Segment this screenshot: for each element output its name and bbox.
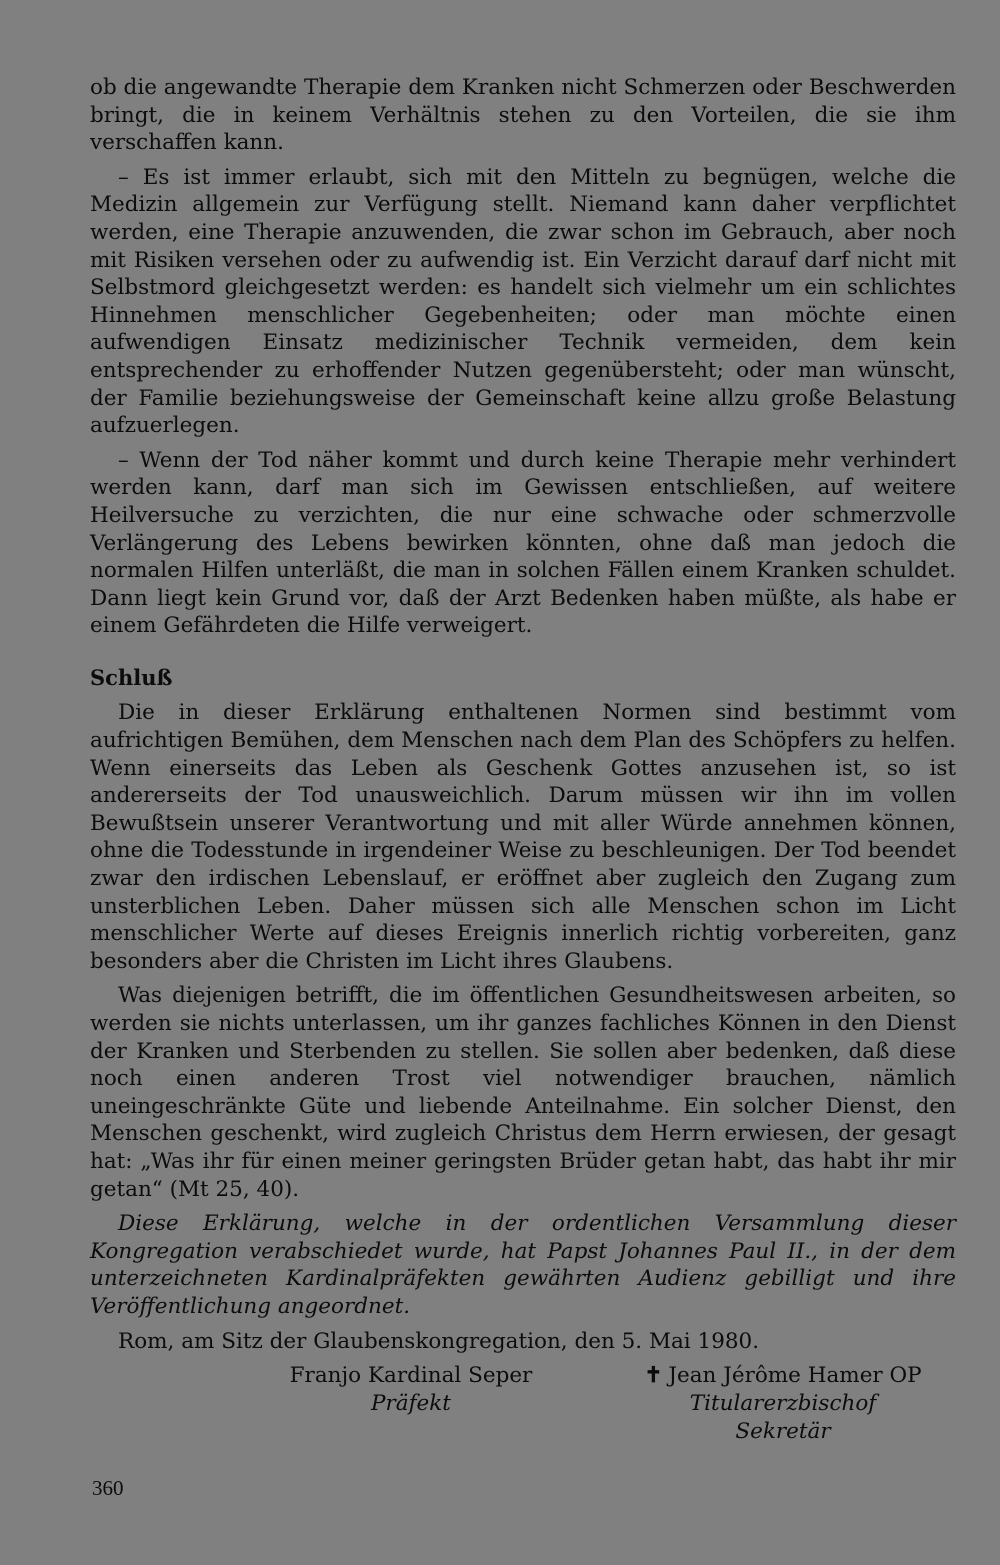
signatory-title-right-2: Sekretär [735, 1419, 831, 1445]
signature-left [276, 1362, 546, 1418]
paragraph-2: – Es ist immer erlaubt, sich mit den Mitteln zu begnügen, welche die Medizin allgemein zur Verfügung stellt. Niemand kann daher verpflichtet werden, eine Therapie anzuwenden, die zwar schon im Gebrauch, aber noch mit Risiken versehen oder zu aufwendig ist. Ein Verzicht darauf darf nicht mit Selbstmord gleichgesetzt werden: es handelt sich vielmehr um ein schlichtes Hinnehmen menschlicher Gegebenheiten; oder man möchte einen aufwendigen Einsatz medizinischer Technik vermeiden, dem kein entsprechender zu erhoffender Nutzen gegenübersteht; oder man wünscht, der Familie beziehungsweise der Gemeinschaft keine allzu große Belastung aufzuerlegen. [90, 164, 956, 439]
signatory-name-right-line [610, 1362, 956, 1390]
paragraph-3: – Wenn der Tod näher kommt und durch keine Therapie mehr verhindert werden kann, darf man sich im Gewissen entschließen, auf weitere Heilversuche zu verzichten, die nur eine schwache oder schmerzvolle Verlängerung des Lebens bewirken könnten, ohne daß man jedoch die normalen Hilfen unterläßt, die man in solchen Fällen einem Kranken schuldet. Dann liegt kein Grund vor, daß der Arzt Bedenken haben müßte, als habe er einem Gefährdeten die Hilfe verweigert. [90, 447, 956, 639]
signature-block [90, 1362, 956, 1446]
signatory-title-left: Präfekt [371, 1391, 451, 1417]
place-date: Rom, am Sitz der Glaubenskongregation, den 5. Mai 1980. [118, 1328, 760, 1354]
page-number: 360 [92, 1476, 124, 1500]
approval-paragraph: Diese Erklärung, welche in der ordentlichen Versammlung dieser Kongregation verabschiedet wurde, hat Papst Johannes Paul II., in der dem unterzeichneten Kardinalpräfekten gewährten Audienz gebilligt und ihre Veröffentlichung angeordnet. [90, 1211, 956, 1319]
paragraph-1: ob die angewandte Therapie dem Kranken nicht Schmerzen oder Beschwerden bringt, die in keinem Verhältnis stehen zu den Vorteilen, die sie ihm verschaffen kann. [90, 75, 956, 156]
signatory-name-right: Jean Jérôme Hamer OP [668, 1363, 922, 1389]
conclusion-paragraph-2: Was diejenigen betrifft, die im öffentlichen Gesundheitswesen arbeiten, so werden sie nichts unterlassen, um ihr ganzes fachliches Können in den Dienst der Kranken und Sterbenden zu stellen. Sie sollen aber bedenken, daß diese noch einen anderen Trost viel notwendiger brauchen, nämlich uneingeschränkte Güte und liebende Anteilnahme. Ein solcher Dienst, den Menschen geschenkt, wird zugleich Christus dem Herrn erwiesen, der gesagt hat: „Was ihr für einen meiner geringsten Brüder getan habt, das habt ihr mir getan“ (Mt 25, 40). [90, 983, 956, 1202]
cross-icon: ✝ [644, 1363, 663, 1389]
signatory-name-left: Franjo Kardinal Seper [289, 1363, 533, 1389]
signature-right [610, 1362, 956, 1446]
document-page [90, 74, 956, 1446]
conclusion-paragraph-1: Die in dieser Erklärung enthaltenen Normen sind bestimmt vom aufrichtigen Bemühen, dem Menschen nach dem Plan des Schöpfers zu helfen. Wenn einerseits das Leben als Geschenk Gottes anzusehen ist, so ist andererseits der Tod unausweichlich. Darum müssen wir ihn im vollen Bewußtsein unserer Verantwortung und mit aller Würde annehmen können, ohne die Todesstunde in irgendeiner Weise zu beschleunigen. Der Tod beendet zwar den irdischen Lebenslauf, er eröffnet aber zugleich den Zugang zum unsterblichen Leben. Daher müssen sich alle Menschen schon im Licht menschlicher Werte auf dieses Ereignis innerlich richtig vorbereiten, ganz besonders aber die Christen im Licht ihres Glaubens. [90, 700, 956, 974]
section-heading: Schluß [90, 664, 173, 690]
signatory-title-right-1: Titularerzbischof [689, 1391, 877, 1417]
